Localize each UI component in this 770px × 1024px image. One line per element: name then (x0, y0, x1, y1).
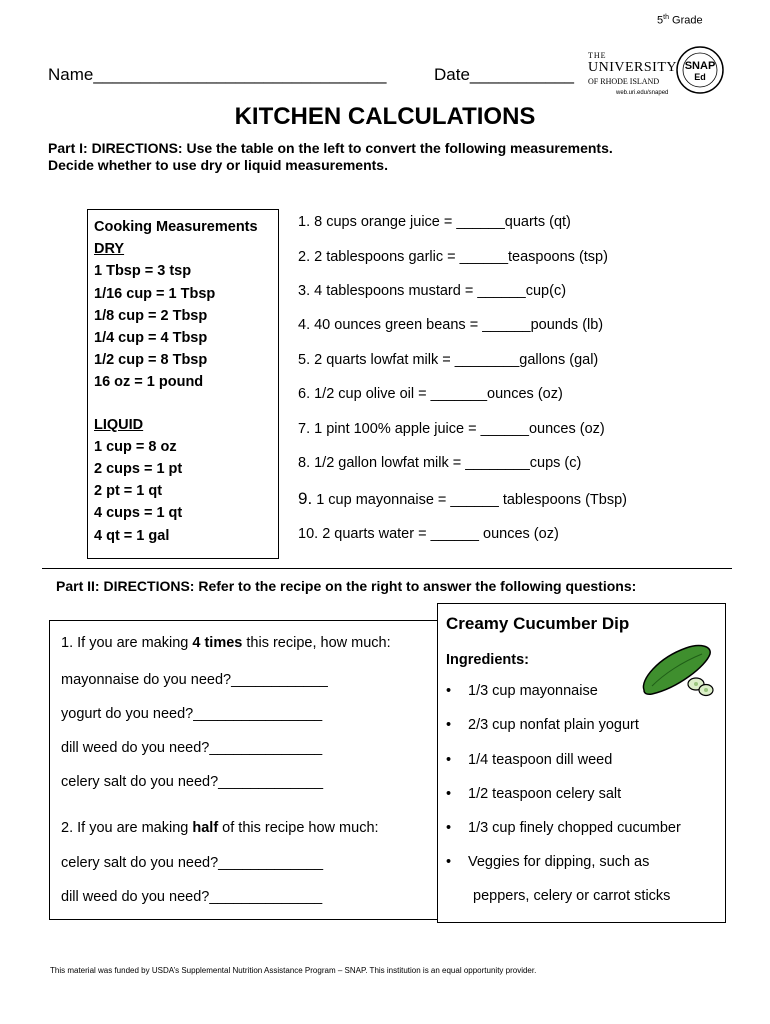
ingredient-item: • 1/3 cup finely chopped cucumber (446, 820, 681, 836)
q2-dill-weed-answer[interactable]: dill weed do you need?______________ (61, 889, 323, 905)
ingredient-item: • 1/4 teaspoon dill weed (446, 752, 613, 768)
q2-celery-salt-answer[interactable]: celery salt do you need?_____________ (61, 855, 324, 871)
ingredient-continuation: peppers, celery or carrot sticks (473, 888, 671, 904)
ingredients-label: Ingredients: (446, 652, 529, 668)
seal-ed-text: Ed (694, 72, 706, 82)
liquid-row: 2 pt = 1 qt (94, 483, 163, 500)
dry-row: 1/16 cup = 1 Tbsp (94, 285, 216, 302)
q1-yogurt-answer[interactable]: yogurt do you need?________________ (61, 706, 323, 722)
uri-snaped-logo (588, 46, 728, 102)
part2-questions-box (49, 620, 437, 920)
part2-question-1: 1. If you are making 4 times this recipe, how much: (61, 635, 391, 651)
grade-label: 5th Grade (657, 14, 703, 27)
date-field[interactable]: Date___________ (434, 65, 574, 84)
liquid-row: 4 cups = 1 qt (94, 505, 183, 522)
part2-directions: Part II: DIRECTIONS: Refer to the recipe on the right to answer the following questions: (56, 578, 637, 594)
section-divider (42, 568, 732, 569)
dry-row: 1/8 cup = 2 Tbsp (94, 307, 208, 324)
question-5[interactable]: 5. 2 quarts lowfat milk = ________gallons (gal) (298, 352, 599, 368)
question-7[interactable]: 7. 1 pint 100% apple juice = ______ounces (oz) (298, 421, 605, 437)
recipe-box (437, 603, 726, 923)
logo-web: web.uri.edu/snaped (616, 90, 669, 96)
question-2[interactable]: 2. 2 tablespoons garlic = ______teaspoons (tsp) (298, 249, 608, 265)
part1-directions (48, 140, 728, 174)
snap-ed-seal-icon (676, 46, 724, 94)
recipe-title: Creamy Cucumber Dip (446, 614, 630, 633)
q1-dill-weed-answer[interactable]: dill weed do you need?______________ (61, 740, 323, 756)
measurements-heading: Cooking Measurements (94, 219, 258, 235)
liquid-row: 2 cups = 1 pt (94, 461, 183, 478)
question-1[interactable]: 1. 8 cups orange juice = ______quarts (qt) (298, 214, 571, 230)
seal-snap-text: SNAP (684, 60, 716, 72)
logo-university: UNIVERSITY (588, 60, 677, 75)
measurements-table (87, 209, 279, 559)
ingredient-item: • 1/2 teaspoon celery salt (446, 786, 622, 802)
liquid-row: 4 qt = 1 gal (94, 527, 170, 544)
part1-directions-line2: Decide whether to use dry or liquid measurements. (48, 157, 388, 173)
question-3[interactable]: 3. 4 tablespoons mustard = ______cup(c) (298, 283, 567, 299)
ingredient-item: • Veggies for dipping, such as (446, 854, 650, 870)
name-field[interactable]: Name_______________________________ (48, 65, 387, 84)
ingredient-item: • 2/3 cup nonfat plain yogurt (446, 717, 639, 733)
logo-the: THE (588, 51, 607, 60)
dry-row: 1/2 cup = 8 Tbsp (94, 352, 208, 369)
question-6[interactable]: 6. 1/2 cup olive oil = _______ounces (oz) (298, 386, 563, 402)
funding-footer: This material was funded by USDA’s Supplemental Nutrition Assistance Program – SNAP. This institution is an equal opportunity provider. (50, 966, 537, 975)
part1-directions-line1: Part I: DIRECTIONS: Use the table on the left to convert the following measurements. (48, 140, 613, 156)
page-title: KITCHEN CALCULATIONS (234, 103, 536, 130)
dry-row: 16 oz = 1 pound (94, 374, 204, 391)
liquid-row: 1 cup = 8 oz (94, 438, 177, 455)
cucumber-icon (638, 640, 718, 700)
part2-question-2: 2. If you are making half of this recipe how much: (61, 820, 379, 836)
q1-mayonnaise-answer[interactable]: mayonnaise do you need?____________ (61, 672, 328, 688)
question-8[interactable]: 8. 1/2 gallon lowfat milk = ________cups (c) (298, 455, 582, 471)
dry-row: 1/4 cup = 4 Tbsp (94, 330, 208, 347)
logo-rhode-island: OF RHODE ISLAND (588, 77, 660, 86)
q1-celery-salt-answer[interactable]: celery salt do you need?_____________ (61, 774, 324, 790)
ingredient-item: • 1/3 cup mayonnaise (446, 683, 598, 699)
liquid-label: LIQUID (94, 416, 144, 433)
dry-label: DRY (94, 241, 125, 258)
question-10[interactable]: 10. 2 quarts water = ______ ounces (oz) (298, 526, 559, 542)
dry-row: 1 Tbsp = 3 tsp (94, 263, 192, 280)
question-4[interactable]: 4. 40 ounces green beans = ______pounds (lb) (298, 317, 604, 333)
question-9[interactable]: 9. 1 cup mayonnaise = ______ tablespoons (Tbsp) (298, 489, 627, 508)
